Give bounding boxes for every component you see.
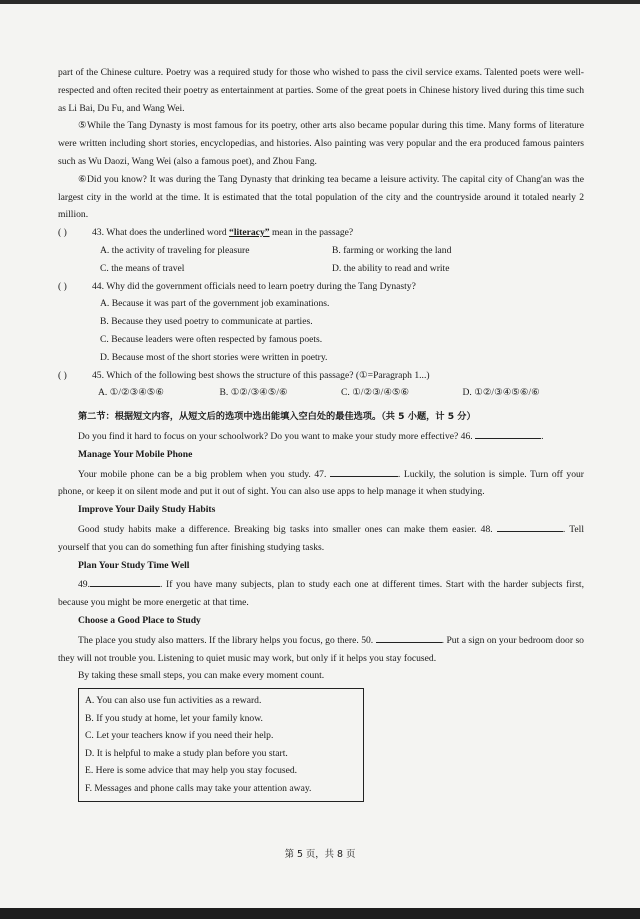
paragraph-50: The place you study also matters. If the library helps you focus, go there. 50. . Put a sign on your bedroom door so they will not trouble you. Listening to quiet music may work, but only if it helps you stay focused. (58, 630, 584, 668)
page-number: 第 5 页，共 8 页 (284, 849, 356, 860)
paragraph-49: 49. . If you have many subjects, plan to study each one at different times. Start with the harder subjects first, because you might be more energetic at that time. (58, 574, 584, 612)
option-c: C. Because leaders were often respected by famous poets. (100, 333, 323, 345)
box-option-e: E. Here is some advice that may help you stay focused. (85, 765, 298, 777)
question-44-options (58, 295, 584, 366)
blank-50[interactable] (376, 630, 442, 643)
question-stem: 43. What does the underlined word “literacy” mean in the passage? (92, 227, 354, 239)
question-45-options (58, 384, 584, 402)
heading-mobile-phone: Manage Your Mobile Phone (78, 448, 193, 460)
question-stem: 44. Why did the government officials need to learn poetry during the Tang Dynasty? (92, 280, 416, 292)
question-44 (58, 278, 584, 296)
answer-paren: ( ) (58, 227, 67, 239)
blank-48[interactable] (497, 519, 563, 532)
option-a: A. Because it was part of the government job examinations. (100, 298, 330, 310)
heading-study-time: Plan Your Study Time Well (78, 559, 190, 571)
question-45 (58, 367, 584, 385)
section-2-title: 第二节：根据短文内容，从短文后的选项中选出能填入空白处的最佳选项。（共 5 小题，计 5 分） (78, 411, 476, 423)
passage-paragraph-6: ⑥Did you know? It was during the Tang Dynasty that drinking tea became a leisure activity. The capital city of Chang'an was the largest city in the world at the time. It is estimated that the total population of the city and the countryside around it totaled nearly 2 million. (58, 173, 584, 221)
option-b: B. Because they used poetry to communicate at parties. (100, 316, 313, 328)
top-edge (0, 0, 640, 4)
blank-49[interactable] (90, 574, 160, 587)
paragraph-48: Good study habits make a difference. Breaking big tasks into smaller ones can make them easier. 48. . Tell yourself that you can do something fun after finishing studying tasks. (58, 519, 584, 557)
option-b: B. farming or working the land (332, 244, 452, 256)
option-a: A. the activity of traveling for pleasure (100, 244, 250, 256)
option-d: D. Because most of the short stories were written in poetry. (100, 351, 328, 363)
heading-study-place: Choose a Good Place to Study (78, 614, 201, 626)
option-a: A. ①/②③④⑤⑥ (98, 387, 164, 399)
heading-study-habits: Improve Your Daily Study Habits (78, 504, 216, 516)
section-2-intro: Do you find it hard to focus on your schoolwork? Do you want to make your study more effective? 46. . (58, 426, 584, 446)
question-43-options (58, 242, 584, 278)
box-option-d: D. It is helpful to make a study plan before you start. (85, 747, 288, 759)
blank-46[interactable] (475, 426, 541, 439)
blank-47[interactable] (330, 464, 398, 477)
option-b: B. ①②/③④⑤/⑥ (219, 387, 288, 399)
box-option-a: A. You can also use fun activities as a reward. (85, 695, 262, 707)
option-c: C. the means of travel (100, 262, 185, 274)
exam-page (58, 64, 584, 802)
passage-paragraph-continued: part of the Chinese culture. Poetry was a required study for those who wished to pass the civil service exams. Talented poets were well-respected and often recited their poetry as entertainment at parties. Some of the great poets in Chinese history lived during this time such as Li Bai, Du Fu, and Wang Wei. (58, 67, 584, 114)
answer-paren: ( ) (58, 280, 67, 292)
option-c: C. ①/②③/④⑤⑥ (341, 387, 410, 399)
paragraph-47: Your mobile phone can be a big problem when you study. 47. . Luckily, the solution is simple. Turn off your phone, or keep it on silent mode and put it out of sight. You can also use apps to help manage it when studying. (58, 464, 584, 502)
box-option-f: F. Messages and phone calls may take your attention away. (85, 783, 312, 795)
underlined-word: “literacy” (229, 227, 270, 239)
option-d: D. the ability to read and write (332, 262, 450, 274)
question-43 (58, 224, 584, 242)
bottom-edge (0, 908, 640, 919)
options-box (78, 688, 364, 802)
question-stem: 45. Which of the following best shows the structure of this passage? (①=Paragraph 1...) (92, 369, 430, 381)
answer-paren: ( ) (58, 369, 67, 381)
closing-sentence: By taking these small steps, you can make every moment count. (78, 670, 325, 682)
option-d: D. ①②/③④⑤⑥/⑥ (462, 387, 540, 399)
box-option-c: C. Let your teachers know if you need their help. (85, 730, 274, 742)
passage-paragraph-5: ⑤While the Tang Dynasty is most famous for its poetry, other arts also became popular during this time. Many forms of literature were written including short stories, encyclopedias, and histories. Also painting was very popular and the era produced famous painters such as Wu Daozi, Wang Wei (also a famous poet), and Zhou Fang. (58, 120, 584, 167)
box-option-b: B. If you study at home, let your family know. (85, 712, 263, 724)
